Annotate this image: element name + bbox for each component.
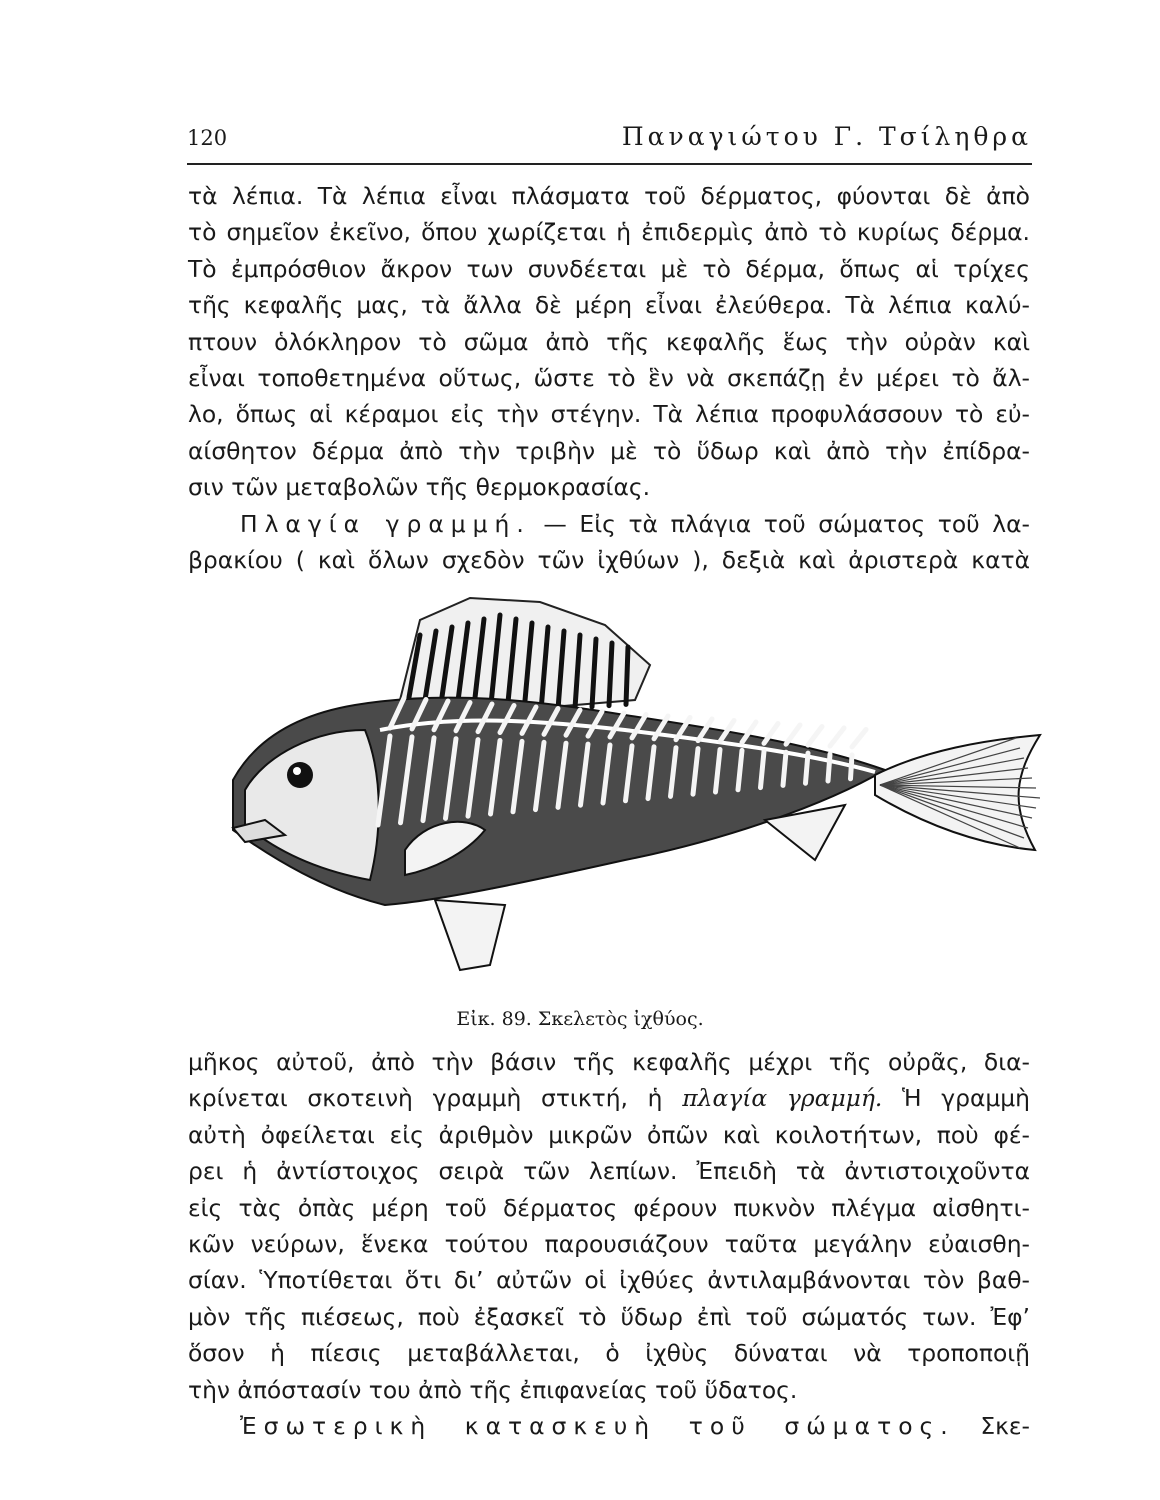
text-line: ρει ἡ ἀντίστοιχος σειρὰ τῶν λεπίων. Ἐπειδὴ τὰ ἀντιστοιχοῦντα: [188, 1157, 1030, 1186]
dorsal-ray: [609, 643, 612, 706]
paragraph-scales: [188, 178, 1030, 506]
text-fragment: — Εἰς τὰ πλάγια τοῦ σώματος τοῦ λα-: [543, 510, 1030, 538]
paragraph-internal-structure: [188, 1408, 1030, 1444]
text-line: τῆς κεφαλῆς μας, τὰ ἄλλα δὲ μέρη εἶναι ἐλεύθερα. Τὰ λέπια καλύ-: [188, 291, 1030, 320]
figure-caption: Εἰκ. 89. Σκελετὸς ἰχθύος.: [456, 1008, 704, 1030]
text-line: κῶν νεύρων, ἕνεκα τούτου παρουσιάζουν ταῦτα μεγάλην εὐαισθη-: [188, 1229, 1030, 1258]
paragraph-lateral-line-continued: [188, 1044, 1030, 1408]
text-fragment: Σκε-: [980, 1412, 1030, 1440]
italic-term: πλαγία γραμμή.: [682, 1084, 883, 1113]
text-line: μῆκος αὐτοῦ, ἀπὸ τὴν βάσιν τῆς κεφαλῆς μέχρι τῆς οὐρᾶς, δια-: [188, 1048, 1030, 1076]
text-fragment: κρίνεται σκοτεινὴ γραμμὴ στικτή, ἡ: [188, 1084, 663, 1113]
text-line: τὰ λέπια. Τὰ λέπια εἶναι πλάσματα τοῦ δέρματος, φύονται δὲ ἀπὸ: [188, 182, 1030, 210]
text-line: τὴν ἀπόστασίν του ἀπὸ τῆς ἐπιφανείας τοῦ ὕδατος.: [188, 1375, 798, 1404]
page-header: [187, 122, 1032, 162]
neural-spine: [808, 727, 822, 746]
dorsal-ray: [626, 647, 628, 704]
text-fragment: Ἡ γραμμὴ: [902, 1084, 1030, 1113]
rib-bone: [806, 753, 809, 783]
text-line: ὅσον ἡ πίεσις μεταβάλλεται, ὁ ἰχθὺς δύναται νὰ τροποποιῇ: [188, 1339, 1030, 1368]
text-line: αίσθητον δέρμα ἀπὸ τὴν τριβὴν μὲ τὸ ὕδωρ καὶ ἀπὸ τὴν ἐπίδρα-: [188, 436, 1030, 465]
neural-spine: [830, 728, 844, 746]
text-line: τὸ σημεῖον ἐκεῖνο, ὅπου χωρίζεται ἡ ἐπιδερμὶς ἀπὸ τὸ κυρίως δέρμα.: [188, 218, 1030, 247]
text-line: εἰς τὰς ὀπὰς μέρη τοῦ δέρματος φέρουν πυκνὸν πλέγμα αἰσθητι-: [188, 1193, 1030, 1222]
text-line: Τὸ ἐμπρόσθιον ἄκρον των συνδέεται μὲ τὸ δέρμα, ὅπως αἱ τρίχες: [188, 254, 1030, 283]
paragraph-lateral-line: [188, 506, 1030, 579]
tail-fin: [875, 735, 1040, 850]
text-line: βρακίου ( καὶ ὅλων σχεδὸν τῶν ἰχθύων ), δεξιὰ καὶ ἀριστερὰ κατὰ: [188, 546, 1030, 575]
text-line: λο, ὅπως αἱ κέραμοι εἰς τὴν στέγην. Τὰ λέπια προφυλάσσουν τὸ εὐ-: [188, 400, 1030, 429]
header-rule: [187, 163, 1032, 165]
text-line: αὐτὴ ὀφείλεται εἰς ἀριθμὸν μικρῶν ὀπῶν καὶ κοιλοτήτων, ποὺ φέ-: [188, 1120, 1030, 1149]
text-line: σίαν. Ὑποτίθεται ὅτι δι’ αὐτῶν οἱ ἰχθύες ἀντιλαμβάνονται τὸν βαθ-: [188, 1266, 1030, 1295]
neural-spine: [786, 725, 800, 744]
rib-bone: [761, 751, 765, 787]
rib-bone: [851, 755, 853, 779]
running-head: Παναγιώτου Γ. Τσίληθρα: [621, 122, 1032, 151]
fish-skeleton-illustration: [205, 580, 1045, 980]
text-line: [188, 1080, 1030, 1116]
text-line: πτουν ὁλόκληρον τὸ σῶμα ἀπὸ τῆς κεφαλῆς ἕως τὴν οὐρὰν καὶ: [188, 327, 1030, 356]
section-heading-lateral-line: Πλαγία γραμμή.: [240, 510, 531, 538]
pelvic-fin: [435, 900, 505, 970]
rib-bone: [828, 754, 830, 781]
text-line: σιν τῶν μεταβολῶν τῆς θερμοκρασίας.: [188, 473, 651, 502]
text-line: [188, 506, 1030, 542]
page-number: 120: [187, 126, 228, 150]
fish-skeleton-figure: [205, 580, 1045, 980]
section-heading-internal-structure: Ἐσωτερικὴ κατασκευὴ τοῦ σώματος.: [240, 1412, 955, 1440]
text-line: μὸν τῆς πιέσεως, ποὺ ἐξασκεῖ τὸ ὕδωρ ἐπὶ τοῦ σώματός των. Ἐφ’: [188, 1302, 1030, 1331]
rib-bone: [783, 752, 786, 785]
text-line: [188, 1408, 1030, 1444]
text-line: εἶναι τοποθετημένα οὕτως, ὥστε τὸ ἓν νὰ σκεπάζῃ ἐν μέρει τὸ ἄλ-: [188, 363, 1030, 392]
neural-spine: [852, 730, 866, 747]
fish-body: [233, 698, 885, 905]
